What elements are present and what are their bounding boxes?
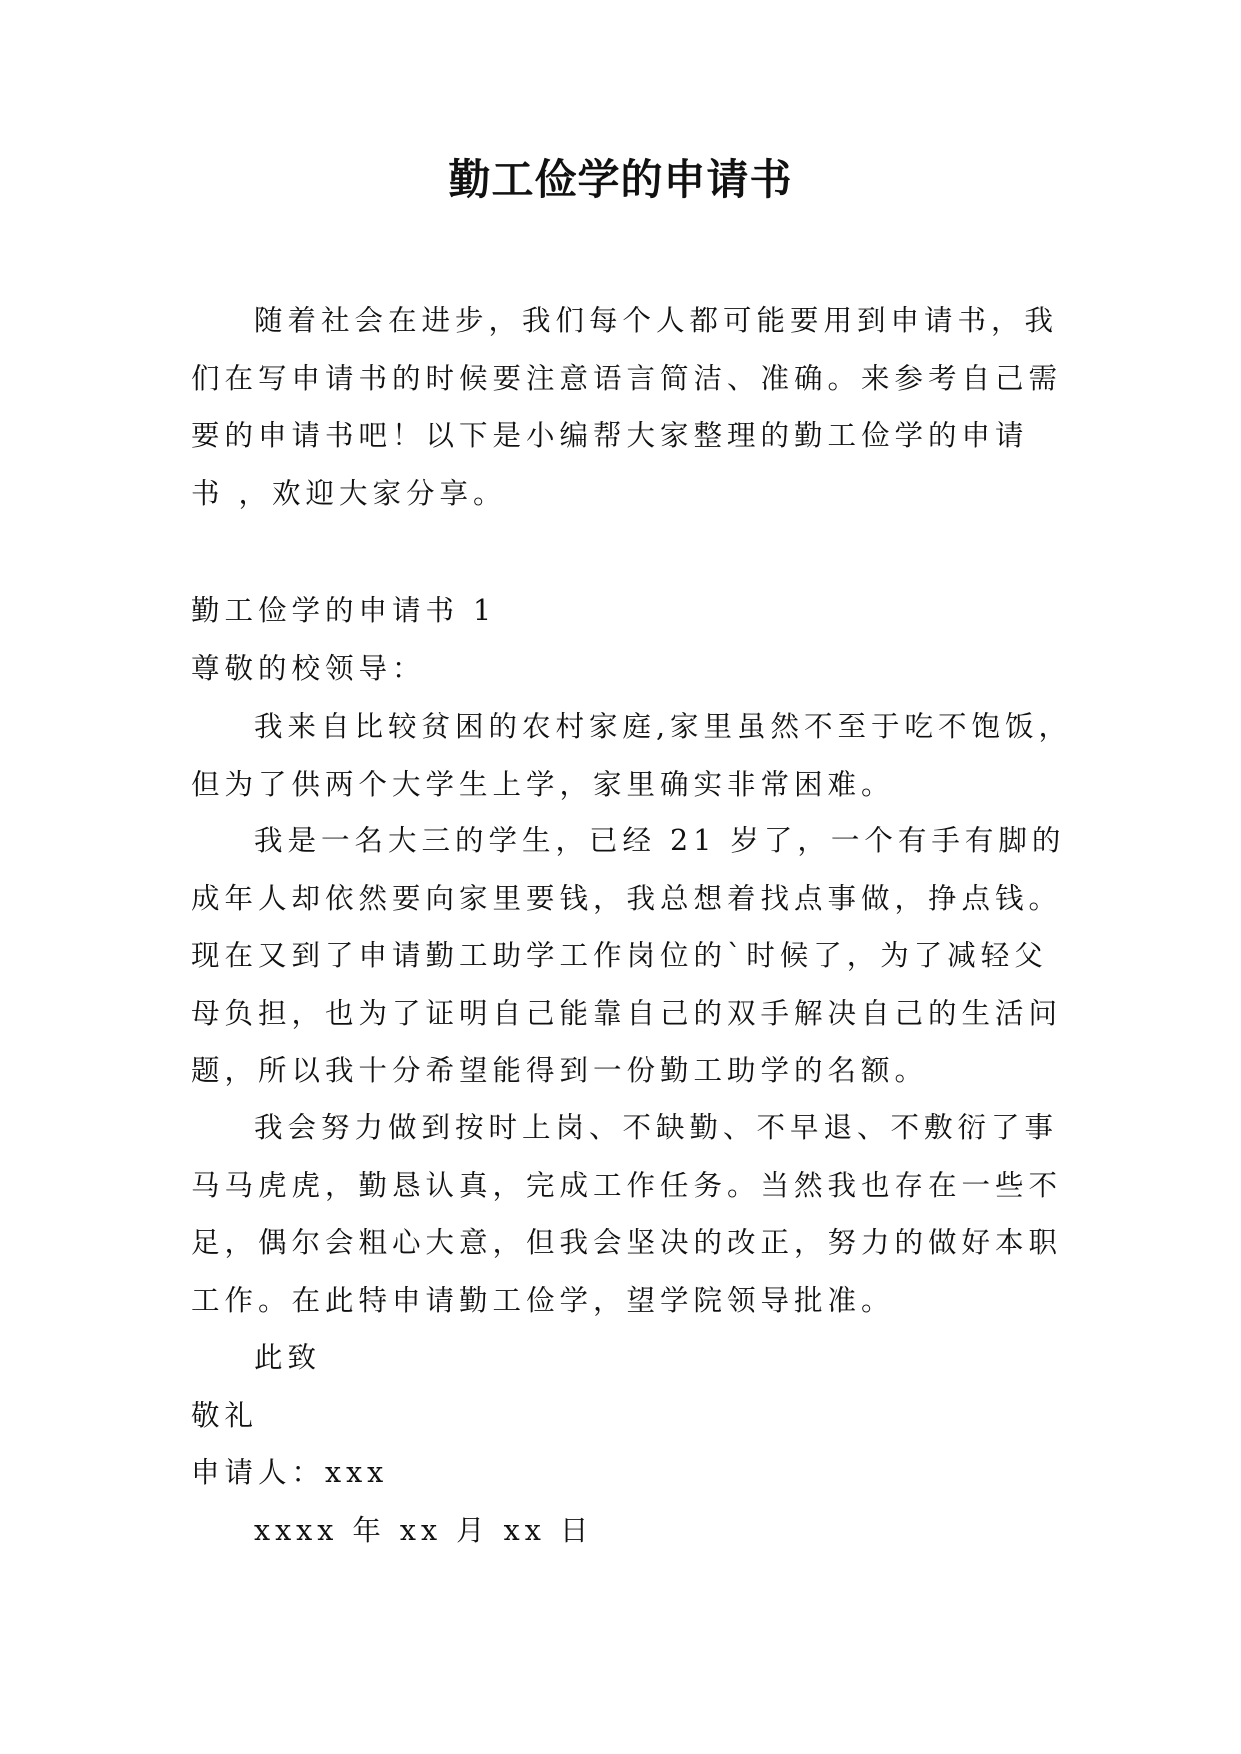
body-line: 母负担，也为了证明自己能靠自己的双手解决自己的生活问 <box>191 996 1063 1030</box>
body-line: 题，所以我十分希望能得到一份勤工助学的名额。 <box>191 1054 929 1087</box>
intro-line: 随着社会在进步，我们每个人都可能要用到申请书，我 <box>254 304 1059 337</box>
section-heading <box>191 582 1056 640</box>
intro-paragraph <box>191 292 1063 522</box>
document-title: 勤工俭学的申请书 <box>448 155 793 204</box>
regards-text: 敬礼 <box>191 1399 259 1432</box>
body-line: 我来自比较贫困的农村家庭,家里虽然不至于吃不饱饭， <box>254 710 1073 743</box>
closing-text: 此致 <box>254 1341 322 1374</box>
date-line <box>191 1502 1056 1560</box>
date-text: xxxx 年 xx 月 xx 日 <box>254 1514 594 1547</box>
body-line: 现在又到了申请勤工助学工作岗位的`时候了，为了减轻父 <box>191 939 1048 972</box>
body-paragraph-1 <box>191 698 1073 813</box>
intro-line: 们在写申请书的时候要注意语言简洁、准确。来参考自己需 <box>191 361 1063 395</box>
body-paragraph-3 <box>191 1099 1063 1329</box>
body-line: 我会努力做到按时上岗、不缺勤、不早退、不敷衍了事 <box>254 1111 1059 1144</box>
applicant-text: 申请人：xxx <box>191 1456 389 1489</box>
applicant-signature <box>191 1444 1056 1502</box>
body-line: 我是一名大三的学生，已经 21 岁了，一个有手有脚的 <box>254 824 1066 857</box>
body-line: 足，偶尔会粗心大意，但我会坚决的改正，努力的做好本职 <box>191 1226 1063 1259</box>
body-paragraph-2 <box>191 812 1066 1100</box>
salutation <box>191 640 1056 698</box>
intro-line: 要的申请书吧！以下是小编帮大家整理的勤工俭学的申请 <box>191 419 1029 452</box>
closing <box>191 1329 1056 1387</box>
body-line: 但为了供两个大学生上学，家里确实非常困难。 <box>191 767 895 801</box>
section-heading-text: 勤工俭学的申请书 1 <box>191 594 497 627</box>
regards <box>191 1387 1056 1445</box>
body-line: 成年人却依然要向家里要钱，我总想着找点事做，挣点钱。 <box>191 881 1063 915</box>
body-line: 工作。在此特申请勤工俭学，望学院领导批准。 <box>191 1283 895 1317</box>
salutation-text: 尊敬的校领导： <box>191 652 426 685</box>
body-line: 马马虎虎，勤恳认真，完成工作任务。当然我也存在一些不 <box>191 1168 1063 1202</box>
intro-line: 书 ，欢迎大家分享。 <box>191 476 507 510</box>
